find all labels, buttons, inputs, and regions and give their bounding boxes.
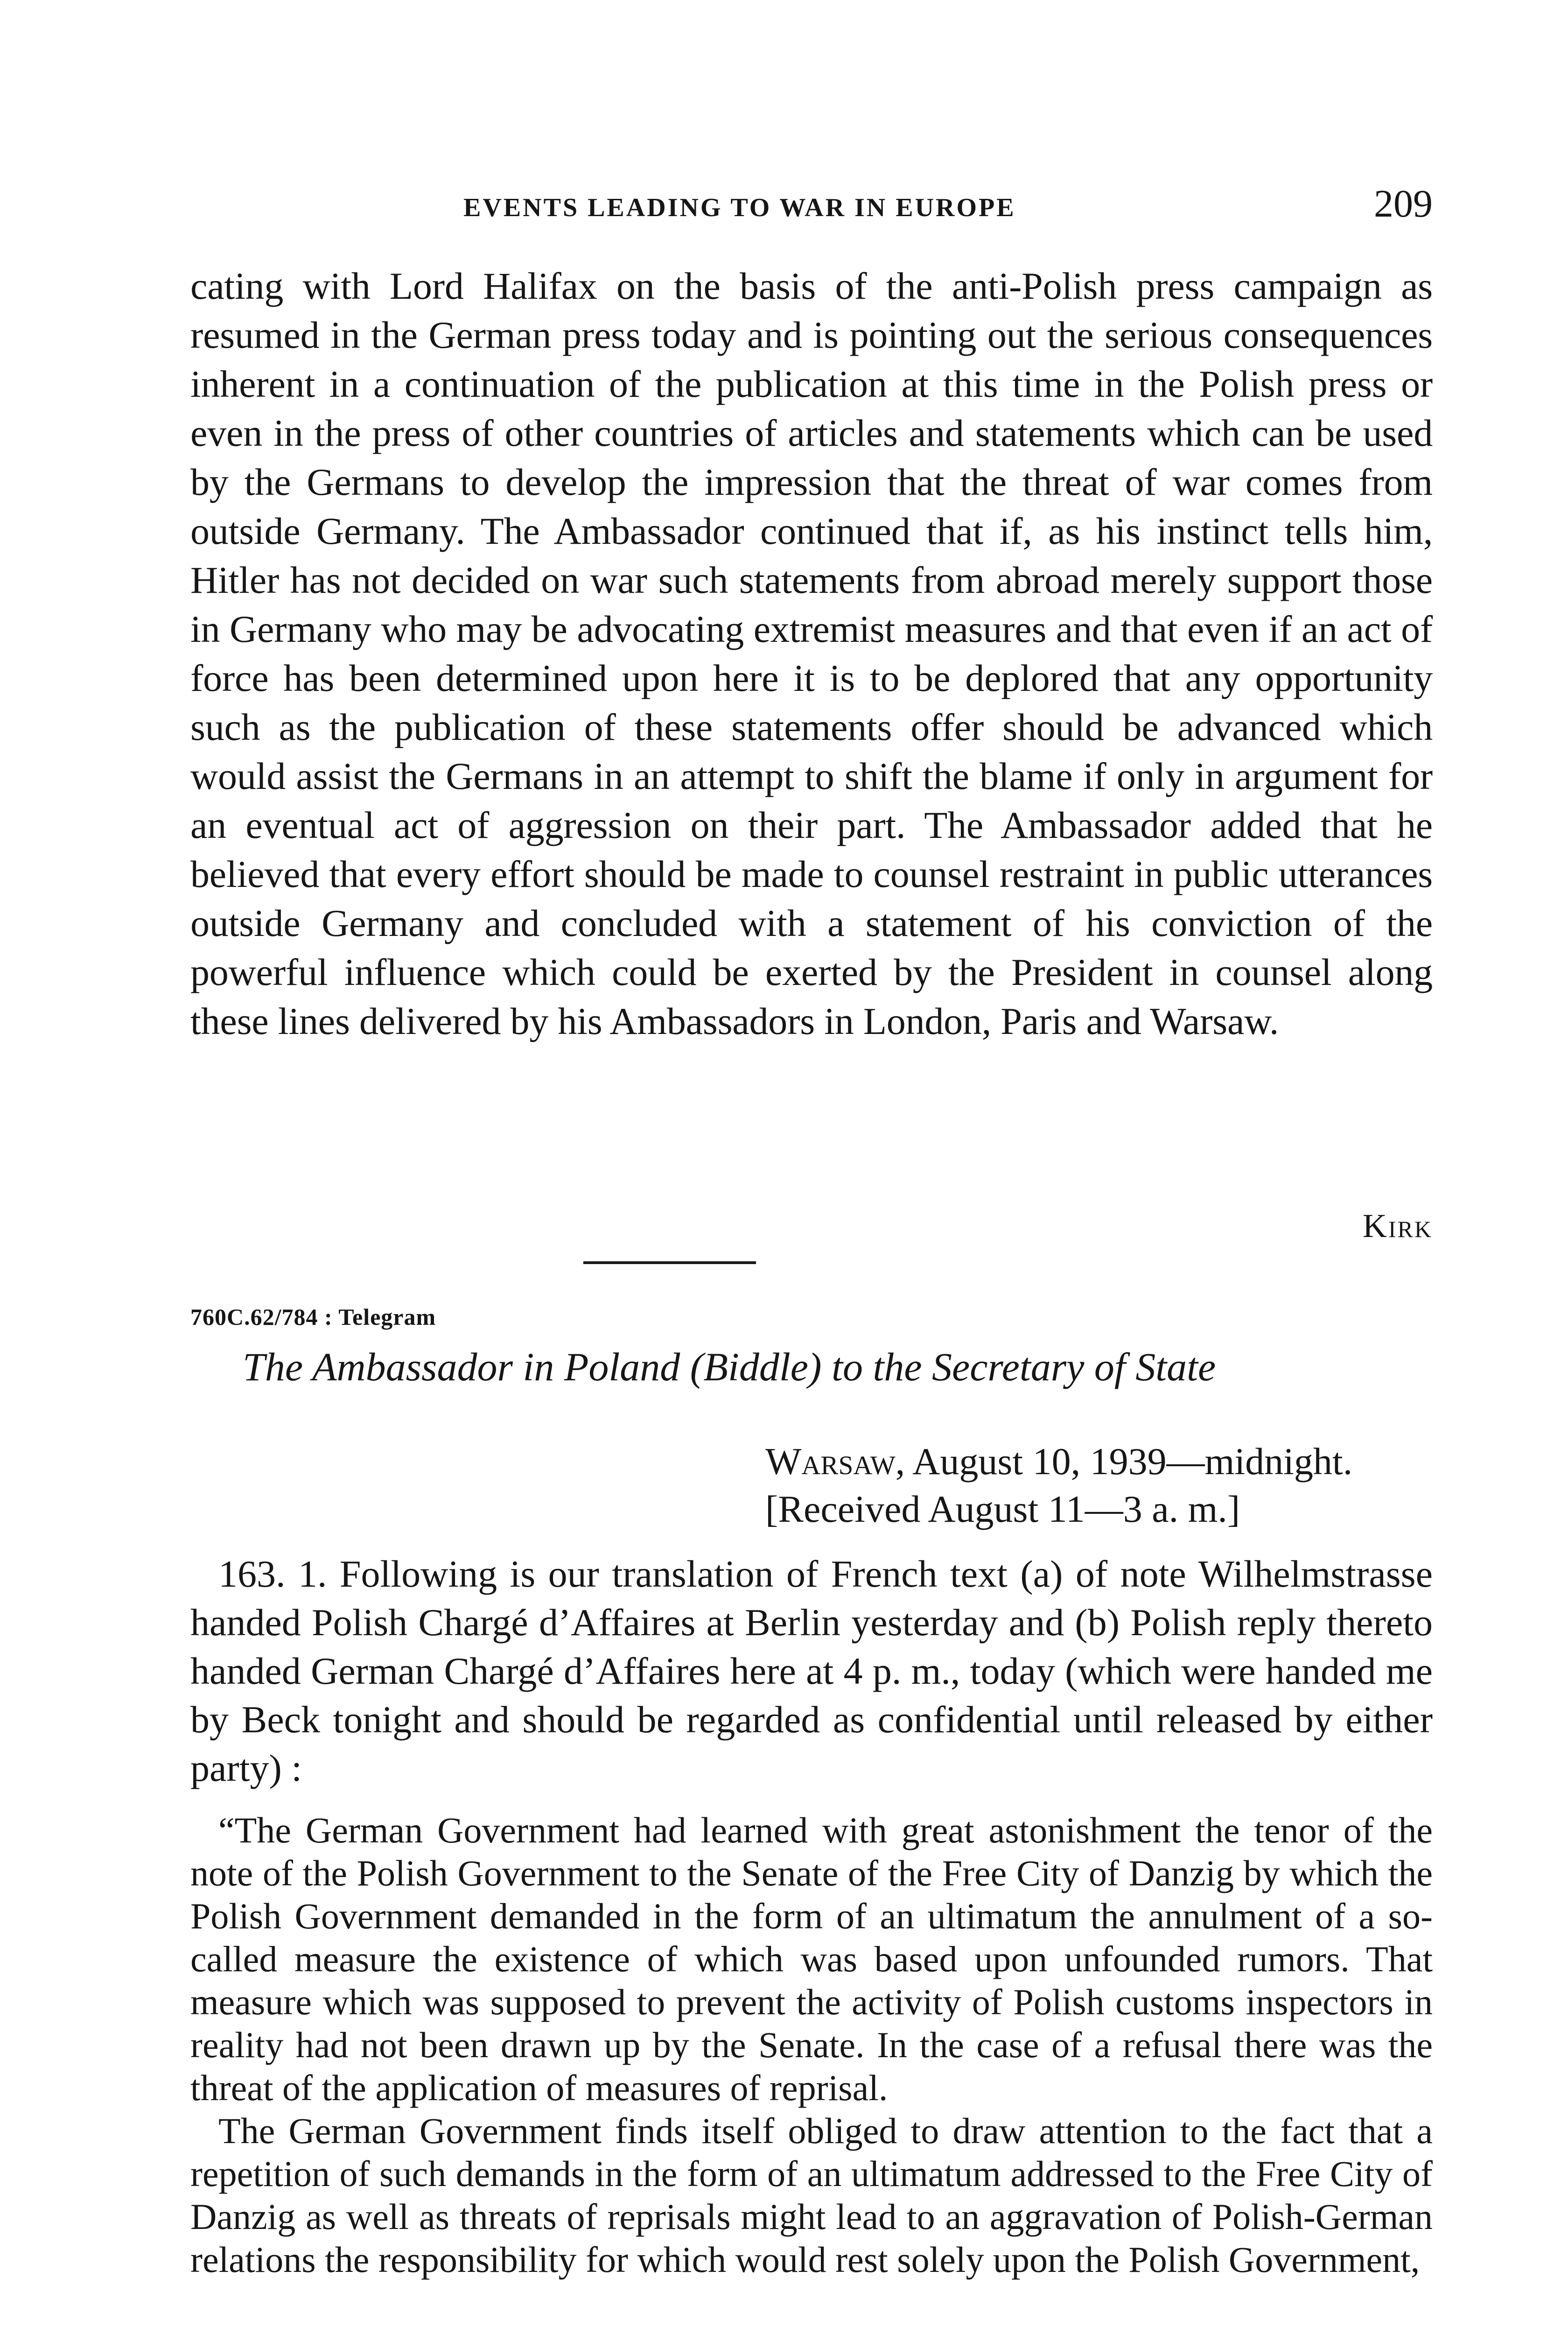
section-separator <box>583 1261 756 1264</box>
signature-kirk: Kirk <box>1362 1207 1433 1244</box>
telegram-intro <box>190 1550 1433 1793</box>
telegram-title: The Ambassador in Poland (Biddle) to the Secretary of State <box>243 1344 1216 1389</box>
telegram-dateline <box>765 1438 1433 1533</box>
previous-document-paragraph: cating with Lord Halifax on the basis of the anti-Polish press campaign as resumed in the German press today and is pointing out the serious consequences inherent in a continuation of the publication at this time in the Polish press or even in the press of other countries of articles and statements which can be used by the Germans to develop the impression that the threat of war comes from outside Germany. The Ambassador continued that if, as his instinct tells him, Hitler has not decided on war such statements from abroad merely support those in Germany who may be advocating extremist measures and that even if an act of force has been determined upon here it is to be deplored that any opportunity such as the publication of these statements offer should be advanced which would assist the Germans in an attempt to shift the blame if only in argument for an eventual act of aggression on their part. The Ambassador added that he believed that every effort should be made to counsel restraint in public utterances outside Germany and concluded with a statement of his conviction of the powerful influence which could be exerted by the President in counsel along these lines delivered by his Ambassadors in London, Paris and Warsaw. <box>190 265 1433 1042</box>
running-head: EVENTS LEADING TO WAR IN EUROPE <box>463 193 1016 222</box>
quoted-paragraph-2: The German Government finds itself obliged to draw attention to the fact that a repetition of such demands in the form of an ultimatum addressed to the Free City of Danzig as well as threats of reprisals might lead to an aggravation of Polish-German relations the responsibility for which would rest solely upon the Polish Government, <box>190 2110 1433 2280</box>
quoted-german-note <box>190 1809 1433 2281</box>
dateline-line <box>765 1438 1433 1485</box>
previous-document-text <box>190 261 1433 1046</box>
telegram-intro-paragraph: 163. 1. Following is our translation of French text (a) of note Wilhelmstrasse handed Polish Chargé d’Affaires at Berlin yesterday and (b) Polish reply thereto handed German Chargé d’Affaires here at 4 p. m., today (which were handed me by Beck tonight and should be regarded as confidential until released by either party) : <box>190 1553 1433 1789</box>
page-header <box>190 184 1433 236</box>
dateline-date: August 10, 1939—midnight. <box>905 1440 1353 1483</box>
received-line: [Received August 11—3 a. m.] <box>765 1488 1240 1530</box>
dateline-location: Warsaw, <box>765 1440 905 1483</box>
quoted-paragraph-1: “The German Government had learned with great astonishment the tenor of the note of the Polish Government to the Senate of the Free City of Danzig by which the Polish Government demanded in the form of an ultimatum the annulment of a so-called measure the existence of which was based upon unfounded rumors. That measure which was supposed to prevent the activity of Polish customs inspectors in reality had not been drawn up by the Senate. In the case of a refusal there was the threat of the application of measures of reprisal. <box>190 1810 1433 2108</box>
document-reference: 760C.62/784 : Telegram <box>190 1304 436 1330</box>
page-number: 209 <box>1374 182 1433 225</box>
